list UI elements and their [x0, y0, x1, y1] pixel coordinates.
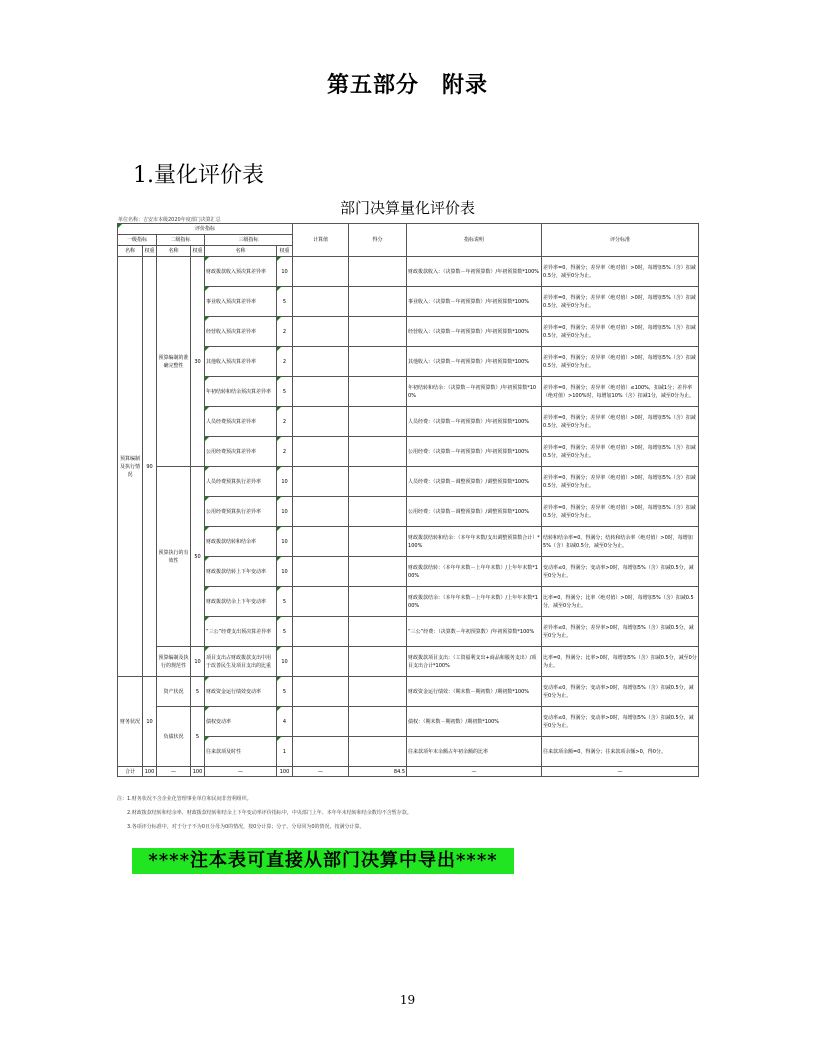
- l2-project-name: 预算编制及执行的规范性: [157, 647, 191, 677]
- total-dash-2: —: [205, 767, 277, 777]
- header-description: 指标说明: [407, 224, 542, 257]
- row-calc: [293, 617, 349, 647]
- header-name: 名称: [118, 246, 143, 257]
- row-std: 差异率=0，得满分；差异率（绝对值）>0时，每增加5%（含）扣减0.5分，减至0分为止。: [542, 257, 699, 287]
- row-calc: [293, 467, 349, 497]
- total-calc: —: [293, 767, 349, 777]
- l1-budget-weight: 90: [143, 257, 157, 677]
- table-notes: [117, 795, 412, 837]
- row-std: 差异率=0，得满分；差异率（绝对值）>0时，每增加5%（含）扣减0.5分，减至0分为止。: [542, 347, 699, 377]
- row-score: [349, 407, 407, 437]
- row-calc: [293, 497, 349, 527]
- l2-debt-name: 负债状况: [157, 707, 191, 767]
- row-desc: 财政拨款收入：（决算数－年初预算数）/年初预算数*100%: [407, 257, 542, 287]
- row-weight: 10: [277, 557, 293, 587]
- row-score: [349, 377, 407, 407]
- row-name: 债权变动率: [205, 707, 277, 737]
- total-weight-3: 100: [277, 767, 293, 777]
- row-weight: 10: [277, 497, 293, 527]
- row-name: 公用经费预决算差异率: [205, 437, 277, 467]
- row-std: 差异率=0，得满分；差异率（绝对值）>0时，每增加5%（含）扣减0.5分，减至0分为止。: [542, 317, 699, 347]
- row-desc: 财政拨款结转：（本年年末数－上年年末数）/上年年末数*100%: [407, 557, 542, 587]
- row-desc: 财政资金运行绩效：（期末数－期初数）/期初数*100%: [407, 677, 542, 707]
- row-std: 变动率≤0，得满分；变动率>0时，每增加5%（含）扣减0.5分，减至0分为止。: [542, 557, 699, 587]
- page-number: 19: [399, 993, 416, 1007]
- row-std: 变动率≤0，得满分；变动率>0时，每增加5%（含）扣减0.5分，减至0分为止。: [542, 677, 699, 707]
- row-weight: 5: [277, 377, 293, 407]
- row-desc: 财政拨款结转和结余：（本年年末数/支出调整预算数合计）*100%: [407, 527, 542, 557]
- row-desc: 事业收入：（决算数－年初预算数）/年初预算数*100%: [407, 287, 542, 317]
- row-score: [349, 677, 407, 707]
- total-weight-2: 100: [191, 767, 205, 777]
- row-score: [349, 317, 407, 347]
- row-calc: [293, 587, 349, 617]
- row-score: [349, 437, 407, 467]
- row-std: 差异率≤0，得满分；差异率>0时，每增加5%（含）扣减0.5分，减至0分为止。: [542, 617, 699, 647]
- header-weight: 权重: [143, 246, 157, 257]
- row-desc: 人员经费：（决算数－调整预算数）/调整预算数*100%: [407, 467, 542, 497]
- row-weight: 4: [277, 707, 293, 737]
- row-calc: [293, 257, 349, 287]
- row-weight: 5: [277, 677, 293, 707]
- row-weight: 10: [277, 467, 293, 497]
- total-weight-1: 100: [143, 767, 157, 777]
- note-item: 2.财政拨款结转和结余率、财政拨款结转和结余上下年变动率评价指标中，中央部门上年、本年年末结转和结余数均不含暂存款。: [127, 810, 412, 816]
- row-desc: 公用经费：（决算数－年初预算数）/年初预算数*100%: [407, 437, 542, 467]
- row-score: [349, 257, 407, 287]
- row-std: 比率=0，得满分；比率>0时，每增加5%（含）扣减0.5分，减至0分为止。: [542, 647, 699, 677]
- evaluation-table: [117, 223, 699, 777]
- row-calc: [293, 287, 349, 317]
- header-indicator-group: 评价指标: [118, 224, 293, 235]
- row-calc: [293, 557, 349, 587]
- row-std: 差异率=0，得满分；差异率（绝对值）>0时，每增加5%（含）扣减0.5分，减至0分为止。: [542, 437, 699, 467]
- row-name: 财政拨款结余上下年变动率: [205, 587, 277, 617]
- header-standard: 评分标准: [542, 224, 699, 257]
- section-title: 1.量化评价表: [133, 163, 264, 188]
- row-weight: 2: [277, 407, 293, 437]
- l2-project-weight: 10: [191, 647, 205, 677]
- row-calc: [293, 707, 349, 737]
- row-name: 财政拨款结转上下年变动率: [205, 557, 277, 587]
- total-std: —: [542, 767, 699, 777]
- row-weight: 10: [277, 257, 293, 287]
- l2-assets-weight: 5: [191, 677, 205, 707]
- row-desc: 债权：（期末数－期初数）/期初数*100%: [407, 707, 542, 737]
- row-desc: 公用经费：（决算数－调整预算数）/调整预算数*100%: [407, 497, 542, 527]
- row-name: 项目支出占财政拨款支出中用于改善民生及项目支出的比重: [205, 647, 277, 677]
- header-name: 名称: [205, 246, 277, 257]
- row-std: 差异率=0，得满分；差异率（绝对值）>0时，每增加5%（含）扣减0.5分，减至0分为止。: [542, 287, 699, 317]
- row-std: 比率=0，得满分；比率（绝对值）>0时，每增加5%（含）扣减0.5分，减至0分为止。: [542, 587, 699, 617]
- total-label: 合计: [118, 767, 143, 777]
- row-score: [349, 647, 407, 677]
- l2-assets-name: 资产状况: [157, 677, 191, 707]
- row-score: [349, 497, 407, 527]
- l2-accuracy-weight: 30: [191, 257, 205, 467]
- row-weight: 5: [277, 617, 293, 647]
- row-name: 经营收入预决算差异率: [205, 317, 277, 347]
- row-weight: 1: [277, 737, 293, 767]
- row-name: 年初结转和结余预决算差异率: [205, 377, 277, 407]
- row-name: 人员经费预决算差异率: [205, 407, 277, 437]
- row-name: 财政拨款结转和结余率: [205, 527, 277, 557]
- l1-finance-weight: 10: [143, 677, 157, 767]
- row-std: 差异率=0，得满分；差异率（绝对值）≤100%，扣减1分；差异率（绝对值）>100%时，每增加10%（含）扣减1分，减至0分为止。: [542, 377, 699, 407]
- row-calc: [293, 407, 349, 437]
- row-calc: [293, 647, 349, 677]
- row-score: [349, 527, 407, 557]
- row-std: 差异率=0，得满分；差异率（绝对值）>0时，每增加5%（含）扣减0.5分，减至0分为止。: [542, 467, 699, 497]
- row-desc: 财政拨款结余：（本年年末数－上年年末数）/上年年末数*100%: [407, 587, 542, 617]
- row-score: [349, 287, 407, 317]
- row-weight: 2: [277, 317, 293, 347]
- row-std: 往来款项余额=0，得满分；往来款项余额>0，得0分。: [542, 737, 699, 767]
- row-std: 差异率=0，得满分；差异率（绝对值）>0时，每增加5%（含）扣减0.5分，减至0分为止。: [542, 497, 699, 527]
- row-weight: 2: [277, 347, 293, 377]
- l2-execution-weight: 50: [191, 467, 205, 647]
- row-weight: 10: [277, 527, 293, 557]
- row-name: 财政拨款收入预决算差异率: [205, 257, 277, 287]
- row-desc: 年初结转和结余：（决算数－年初预算数）/年初预算数*100%: [407, 377, 542, 407]
- row-score: [349, 617, 407, 647]
- row-score: [349, 467, 407, 497]
- header-score: 得分: [349, 224, 407, 257]
- row-score: [349, 737, 407, 767]
- header-level3: 三级指标: [205, 235, 293, 246]
- row-calc: [293, 527, 349, 557]
- row-weight: 10: [277, 647, 293, 677]
- row-calc: [293, 317, 349, 347]
- row-calc: [293, 677, 349, 707]
- row-desc: 往来款项年末余额占年初余额的比率: [407, 737, 542, 767]
- row-name: 公用经费预算执行差异率: [205, 497, 277, 527]
- l1-finance-name: 财务状况: [118, 677, 143, 767]
- row-desc: 其他收入：（决算数－年初预算数）/年初预算数*100%: [407, 347, 542, 377]
- header-level1: 一级指标: [118, 235, 157, 246]
- row-calc: [293, 737, 349, 767]
- total-score: 84.5: [349, 767, 407, 777]
- row-name: 往来款项及时性: [205, 737, 277, 767]
- row-calc: [293, 437, 349, 467]
- row-std: 差异率=0，得满分；差异率（绝对值）>0时，每增加5%（含）扣减0.5分，减至0分为止。: [542, 407, 699, 437]
- row-score: [349, 557, 407, 587]
- row-name: 财政资金运行绩效变动率: [205, 677, 277, 707]
- row-calc: [293, 347, 349, 377]
- row-score: [349, 707, 407, 737]
- note-item: 注：1.财务状况不含企业化管理事业单位和民间非营利组织。: [117, 796, 252, 802]
- l2-debt-weight: 5: [191, 707, 205, 767]
- row-score: [349, 347, 407, 377]
- header-weight: 权重: [277, 246, 293, 257]
- row-desc: “三公”经费：（决算数－年初预算数）/年初预算数*100%: [407, 617, 542, 647]
- row-std: 结转和结余率=0，得满分；结转和结余率（绝对值）>0时，每增加5%（含）扣减0.5分，减至0分为止。: [542, 527, 699, 557]
- row-weight: 2: [277, 437, 293, 467]
- export-note-banner: ****注本表可直接从部门决算中导出****: [132, 848, 514, 874]
- row-desc: 财政拨款项目支出：（工资福利支出+商品和服务支出）/项目支出合计*100%: [407, 647, 542, 677]
- header-level2: 二级指标: [157, 235, 205, 246]
- l1-budget-name: 预算编制及执行情况: [118, 257, 143, 677]
- row-weight: 5: [277, 587, 293, 617]
- row-calc: [293, 377, 349, 407]
- unit-line: 单位名称：吉安市本级2020年度部门决算汇总: [118, 217, 221, 223]
- row-weight: 5: [277, 287, 293, 317]
- header-name: 名称: [157, 246, 191, 257]
- row-score: [349, 587, 407, 617]
- note-item: 3.各项评分标准中，对于分子不为0且分母为0的情况，按0分计算；分子、分母同为0的情况，按满分计算。: [127, 824, 365, 830]
- header-weight: 权重: [191, 246, 205, 257]
- row-name: 事业收入预决算差异率: [205, 287, 277, 317]
- row-name: 人员经费预算执行差异率: [205, 467, 277, 497]
- header-calc-value: 计算值: [293, 224, 349, 257]
- table-title: 部门决算量化评价表: [339, 199, 475, 217]
- row-name: 其他收入预决算差异率: [205, 347, 277, 377]
- row-desc: 人员经费：（决算数－年初预算数）/年初预算数*100%: [407, 407, 542, 437]
- row-desc: 经营收入：（决算数－年初预算数）/年初预算数*100%: [407, 317, 542, 347]
- row-name: “三公”经费支出预决算差异率: [205, 617, 277, 647]
- total-desc: —: [407, 767, 542, 777]
- row-std: 变动率≤0，得满分；变动率>0时，每增加5%（含）扣减0.5分，减至0分为止。: [542, 707, 699, 737]
- l2-accuracy-name: 预算编制的准确完整性: [157, 257, 191, 467]
- total-dash-1: —: [157, 767, 191, 777]
- page-title: 第五部分 附录: [326, 72, 488, 98]
- l2-execution-name: 预算执行的有效性: [157, 467, 191, 647]
